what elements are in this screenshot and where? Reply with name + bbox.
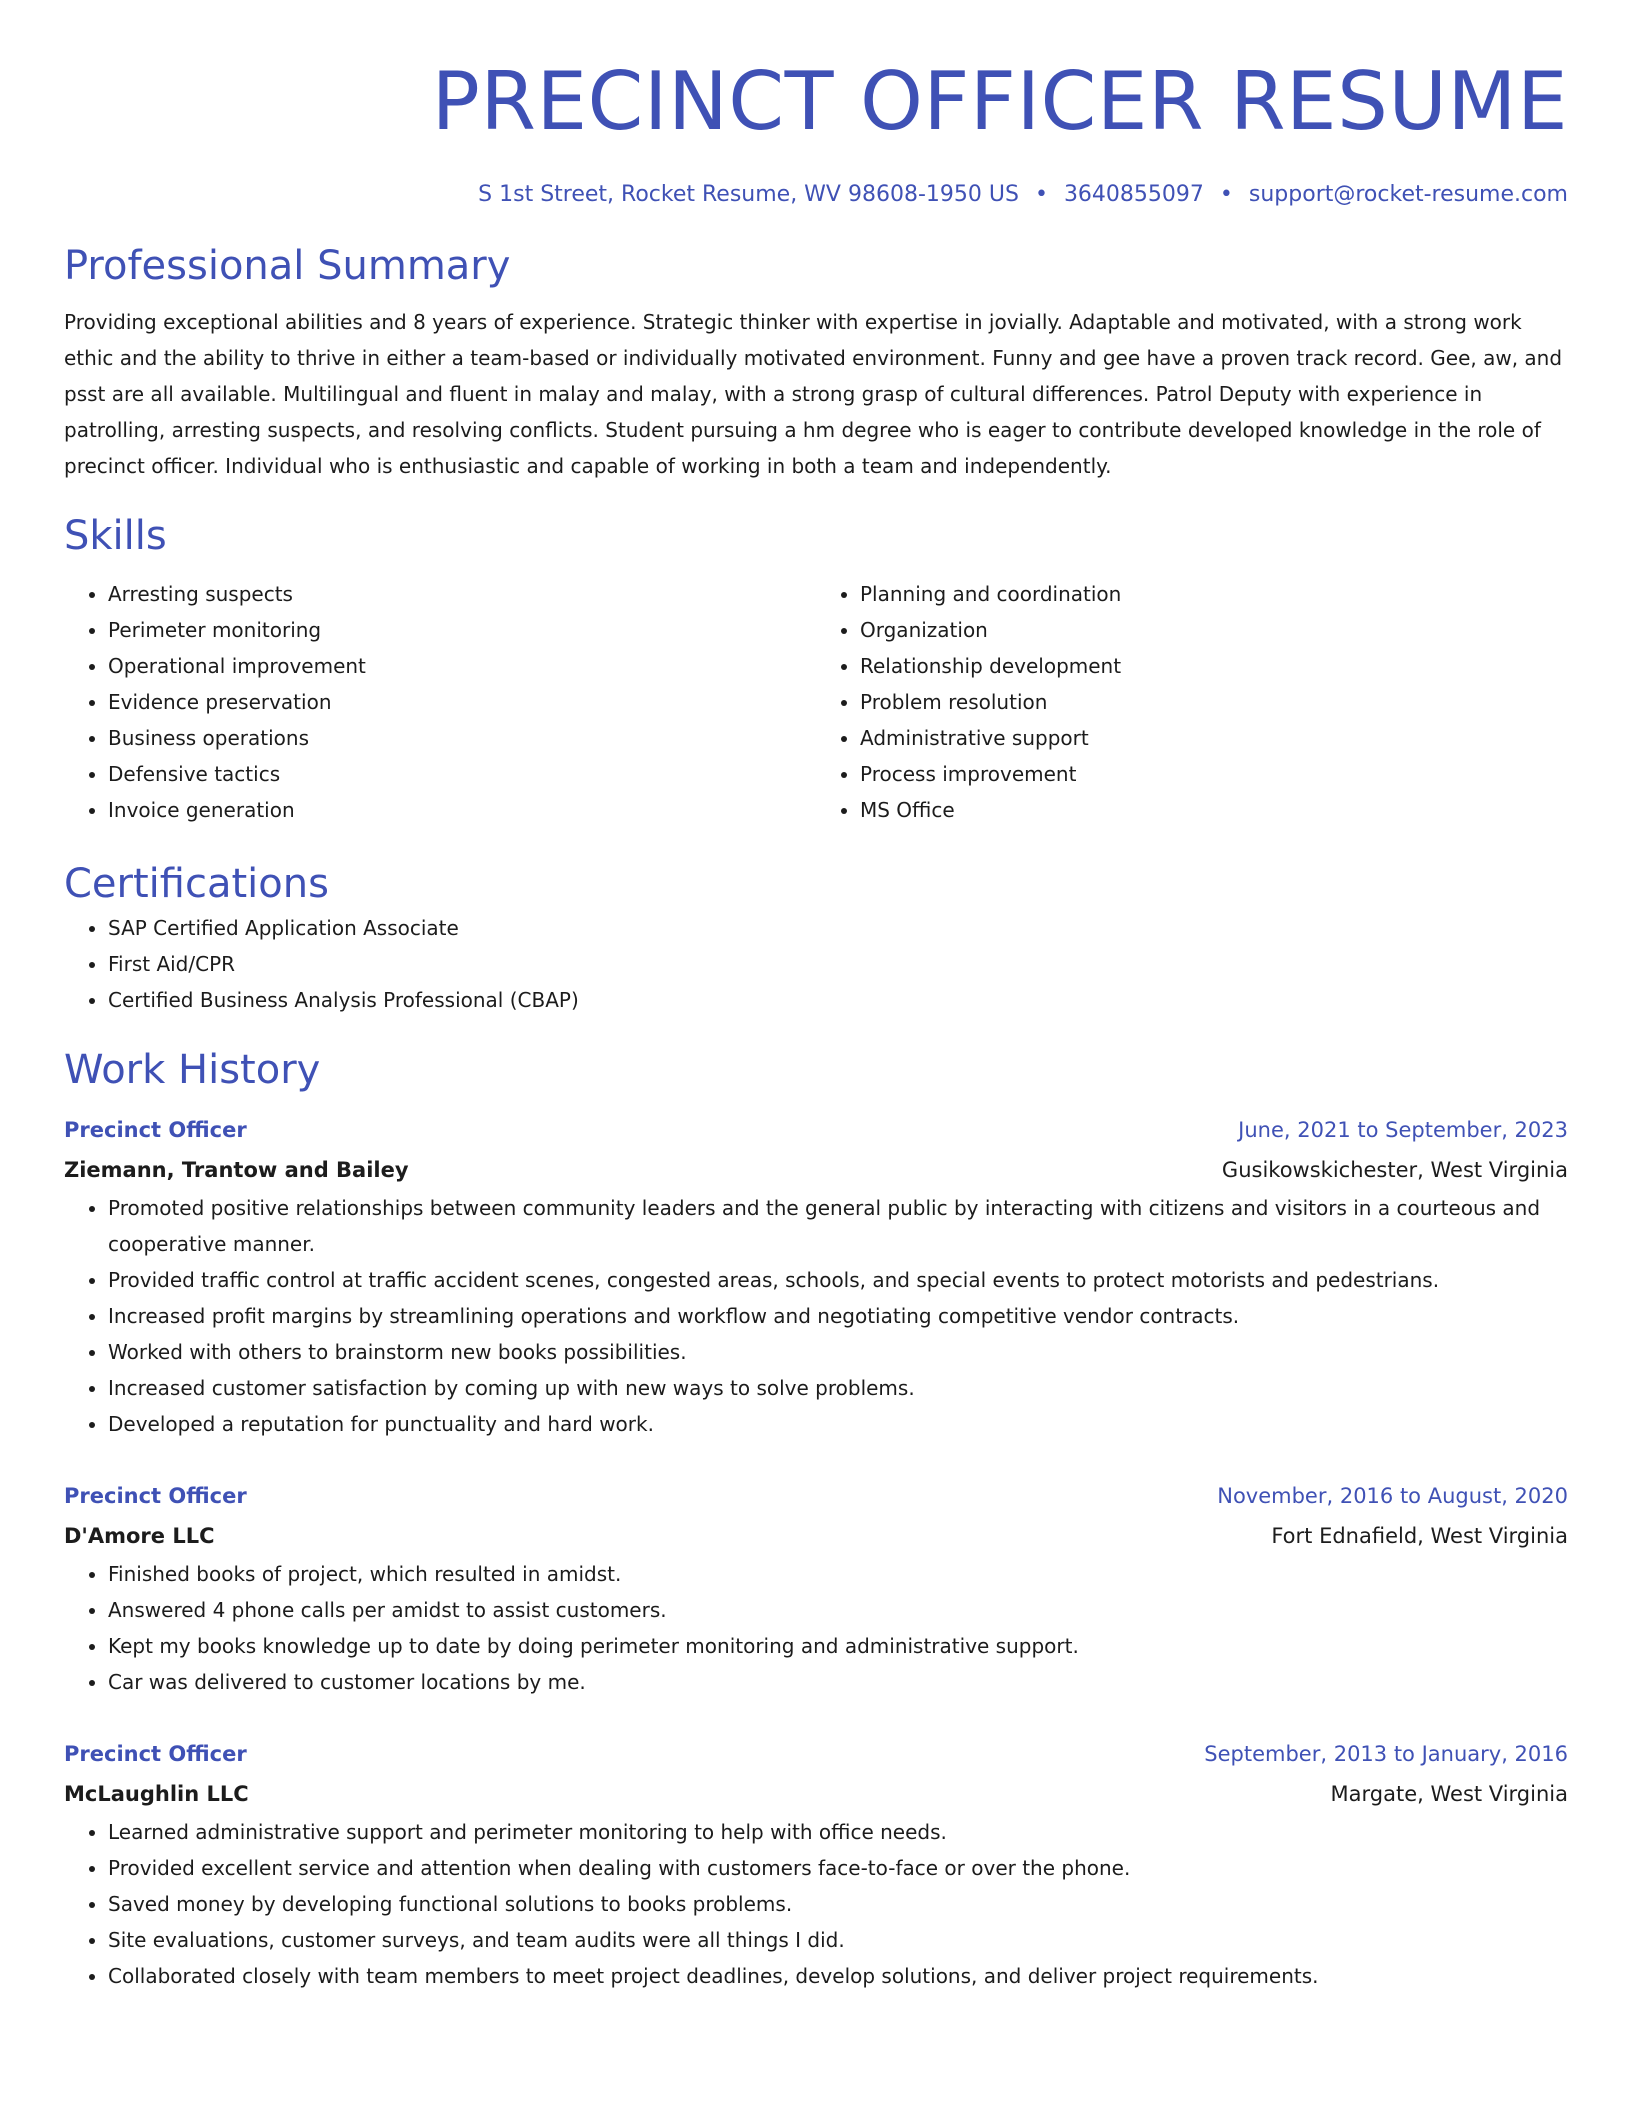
certification-item: • SAP Certified Application Associate [108, 910, 1568, 946]
job-bullets [64, 1814, 1568, 1994]
job-bullet: • Increased profit margins by streamlining operations and workflow and negotiating competitive vendor contracts. [108, 1298, 1568, 1334]
job-bullet: • Kept my books knowledge up to date by doing perimeter monitoring and administrative support. [108, 1628, 1568, 1664]
skills-heading: Skills [64, 513, 167, 559]
work-history-heading: Work History [64, 1047, 321, 1093]
job-company-row [64, 1150, 1568, 1190]
job-bullets [64, 1556, 1568, 1700]
summary-text: Providing exceptional abilities and 8 years of experience. Strategic thinker with expertise in jovially. Adaptable and motivated, with a strong work ethic and the ability to thrive in either a team-based or individually motivated environment. Funny and gee have a proven track record. Gee, aw, and psst are all available. Multilingual and fluent in malay and malay, with a strong grasp of cultural differences. Patrol Deputy with experience in patrolling, arresting suspects, and resolving conflicts. Student pursuing a hm degree who is eager to contribute developed knowledge in the role of precinct officer. Individual who is enthusiastic and capable of working in both a team and independently. [64, 310, 1563, 478]
company-name: D'Amore LLC [64, 1524, 215, 1548]
job-bullet: • Saved money by developing functional solutions to books problems. [108, 1886, 1568, 1922]
certifications-list [64, 910, 1568, 1018]
job-bullet: • Promoted positive relationships between community leaders and the general public by interacting with citizens and visitors in a courteous and cooperative manner. [108, 1190, 1568, 1262]
skill-item: • Arresting suspects [108, 576, 816, 612]
skill-item: • Administrative support [860, 720, 1568, 756]
skill-item: • Perimeter monitoring [108, 612, 816, 648]
certifications-heading: Certifications [64, 861, 329, 907]
separator-bullet: • [1219, 182, 1233, 207]
job-entry [64, 1734, 1568, 1994]
separator-bullet: • [1034, 182, 1048, 207]
job-bullet: • Finished books of project, which resulted in amidst. [108, 1556, 1568, 1592]
skill-item: • Process improvement [860, 756, 1568, 792]
job-dates: June, 2021 to September, 2023 [1238, 1118, 1568, 1142]
job-company-row [64, 1516, 1568, 1556]
phone: 3640855097 [1063, 182, 1204, 207]
job-entry [64, 1476, 1568, 1700]
email-link[interactable]: support@rocket-resume.com [1248, 182, 1568, 207]
resume-title: PRECINCT OFFICER RESUME [431, 55, 1568, 148]
job-company-row [64, 1774, 1568, 1814]
company-name: McLaughlin LLC [64, 1782, 249, 1806]
job-bullet: • Answered 4 phone calls per amidst to assist customers. [108, 1592, 1568, 1628]
skill-item: • Problem resolution [860, 684, 1568, 720]
job-bullet: • Collaborated closely with team members to meet project deadlines, develop solutions, and deliver project requirements. [108, 1958, 1568, 1994]
job-bullets [64, 1190, 1568, 1442]
certification-item: • First Aid/CPR [108, 946, 1568, 982]
job-title-row [64, 1734, 1568, 1774]
job-title-row [64, 1110, 1568, 1150]
job-bullet: • Site evaluations, customer surveys, and team audits were all things I did. [108, 1922, 1568, 1958]
skill-item: • MS Office [860, 792, 1568, 828]
job-bullet: • Learned administrative support and perimeter monitoring to help with office needs. [108, 1814, 1568, 1850]
skills-list-left [64, 576, 816, 828]
job-title-row [64, 1476, 1568, 1516]
job-title: Precinct Officer [64, 1742, 247, 1766]
job-location: Gusikowskichester, West Virginia [1221, 1158, 1568, 1182]
job-bullet: • Car was delivered to customer locations by me. [108, 1664, 1568, 1700]
skills-columns [64, 576, 1568, 828]
skill-item: • Defensive tactics [108, 756, 816, 792]
contact-line [64, 180, 1568, 210]
job-bullet: • Increased customer satisfaction by coming up with new ways to solve problems. [108, 1370, 1568, 1406]
certification-item: • Certified Business Analysis Professional (CBAP) [108, 982, 1568, 1018]
job-bullet: • Provided traffic control at traffic accident scenes, congested areas, schools, and special events to protect motorists and pedestrians. [108, 1262, 1568, 1298]
job-dates: November, 2016 to August, 2020 [1217, 1484, 1568, 1508]
job-entry [64, 1110, 1568, 1442]
skill-item: • Evidence preservation [108, 684, 816, 720]
resume-header [64, 50, 1568, 210]
skills-list-right [816, 576, 1568, 828]
job-location: Margate, West Virginia [1330, 1782, 1568, 1806]
skill-item: • Planning and coordination [860, 576, 1568, 612]
address: S 1st Street, Rocket Resume, WV 98608-1950 US [478, 182, 1019, 207]
company-name: Ziemann, Trantow and Bailey [64, 1158, 409, 1182]
job-title: Precinct Officer [64, 1118, 247, 1142]
skill-item: • Business operations [108, 720, 816, 756]
summary-heading: Professional Summary [64, 243, 511, 289]
job-bullet: • Worked with others to brainstorm new books possibilities. [108, 1334, 1568, 1370]
job-bullet: • Developed a reputation for punctuality and hard work. [108, 1406, 1568, 1442]
job-location: Fort Ednafield, West Virginia [1271, 1524, 1568, 1548]
job-dates: September, 2013 to January, 2016 [1204, 1742, 1568, 1766]
skill-item: • Organization [860, 612, 1568, 648]
skill-item: • Invoice generation [108, 792, 816, 828]
skill-item: • Relationship development [860, 648, 1568, 684]
skill-item: • Operational improvement [108, 648, 816, 684]
job-title: Precinct Officer [64, 1484, 247, 1508]
job-bullet: • Provided excellent service and attention when dealing with customers face-to-face or over the phone. [108, 1850, 1568, 1886]
